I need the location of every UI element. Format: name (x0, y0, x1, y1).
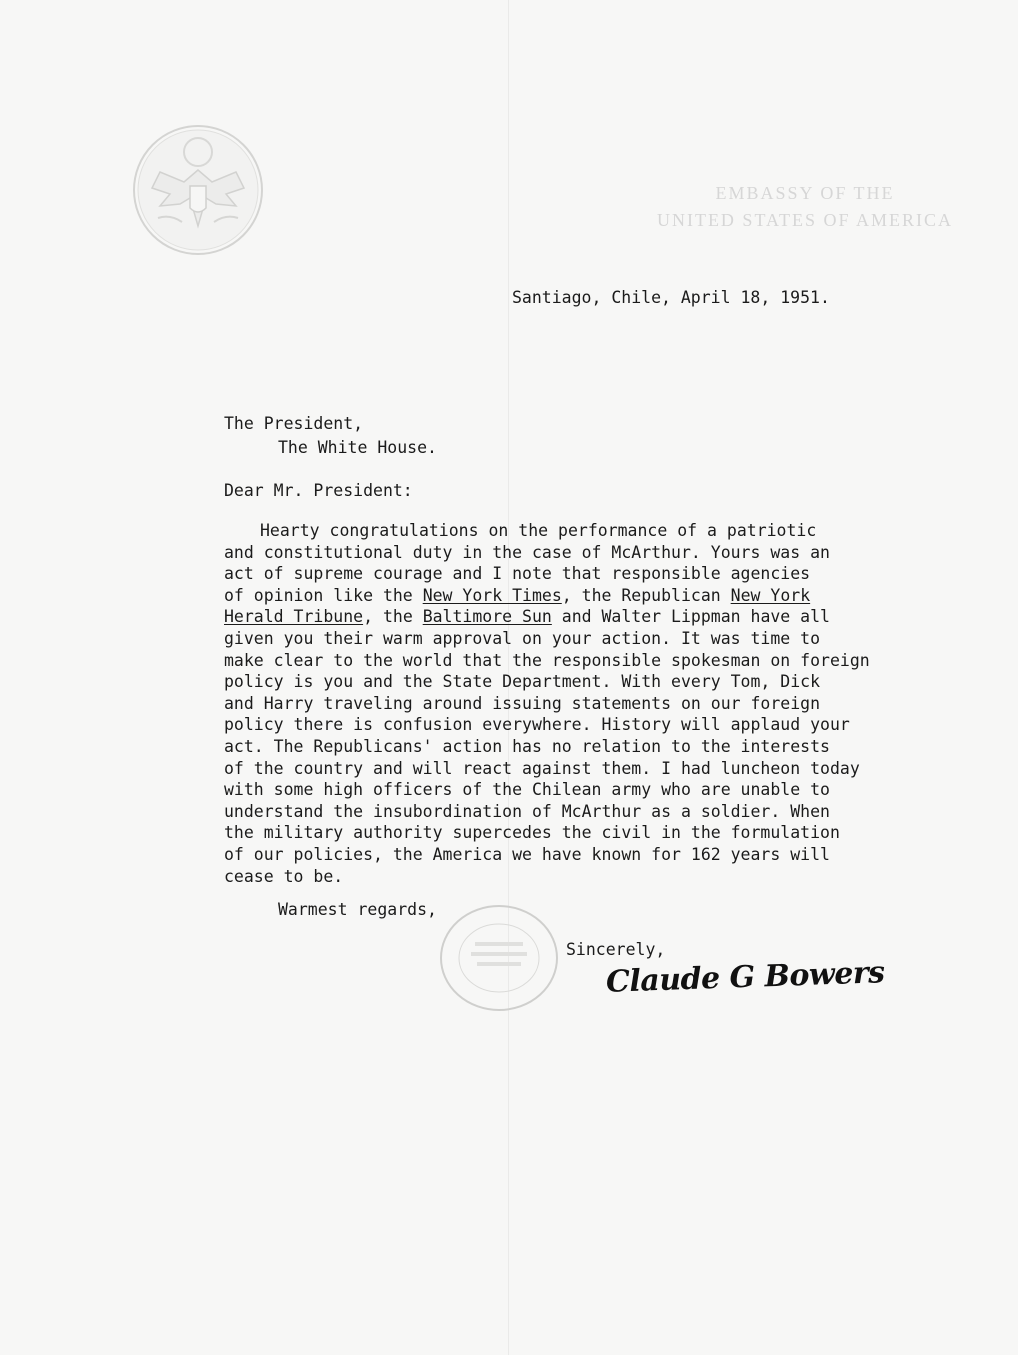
body-line: act of supreme courage and I note that responsible agencies (224, 564, 811, 584)
body-line: and constitutional duty in the case of McArthur. Yours was an (224, 542, 830, 562)
body-line: make clear to the world that the responsible spokesman on foreign (224, 650, 870, 670)
body-line: understand the insubordination of McArthur as a soldier. When (224, 801, 830, 821)
body-line: of the country and will react against them. I had luncheon today (224, 758, 860, 778)
body-line: with some high officers of the Chilean army who are unable to (224, 780, 830, 800)
newspaper-title: Baltimore Sun (422, 607, 552, 627)
dateline: Santiago, Chile, April 18, 1951. (512, 288, 830, 307)
body-line: the military authority supercedes the civil in the formulation (224, 823, 840, 843)
body-line (224, 585, 924, 607)
body-text: of opinion like the (224, 585, 423, 605)
newspaper-title: Herald Tribune (224, 607, 364, 627)
body-line: Hearty congratulations on the performance of a patriotic (260, 521, 817, 540)
body-line: given you their warm approval on your action. It was time to (224, 628, 821, 648)
body-line: cease to be. (224, 866, 344, 886)
body-line (224, 606, 924, 628)
body-line: policy is you and the State Department. With every Tom, Dick (224, 672, 821, 692)
body-line: policy there is confusion everywhere. History will applaud your (224, 715, 850, 735)
body-line: act. The Republicans' action has no relation to the interests (224, 736, 830, 756)
archives-stamp (437, 902, 561, 1014)
body-text: , the Republican (561, 585, 731, 605)
recipient-line-2: The White House. (278, 438, 437, 457)
letterhead-line-1: EMBASSY OF THE (715, 183, 895, 203)
newspaper-title: New York Times (422, 585, 562, 605)
closing: Warmest regards, (278, 900, 437, 919)
body-text: and Walter Lippman have all (551, 607, 830, 627)
newspaper-title: New York (730, 585, 811, 605)
body-text: , the (363, 607, 423, 627)
great-seal-emblem (130, 122, 266, 258)
recipient-line-1: The President, (224, 414, 364, 433)
signature: Claude G Bowers (605, 955, 886, 1000)
letter-body (224, 520, 924, 887)
body-line: of our policies, the America we have known for 162 years will (224, 844, 830, 864)
sign-off: Sincerely, (566, 940, 666, 959)
salutation: Dear Mr. President: (224, 481, 413, 500)
body-line: and Harry traveling around issuing statements on our foreign (224, 693, 821, 713)
letterhead-line-2: UNITED STATES OF AMERICA (656, 210, 954, 230)
embassy-letterhead (630, 180, 980, 234)
